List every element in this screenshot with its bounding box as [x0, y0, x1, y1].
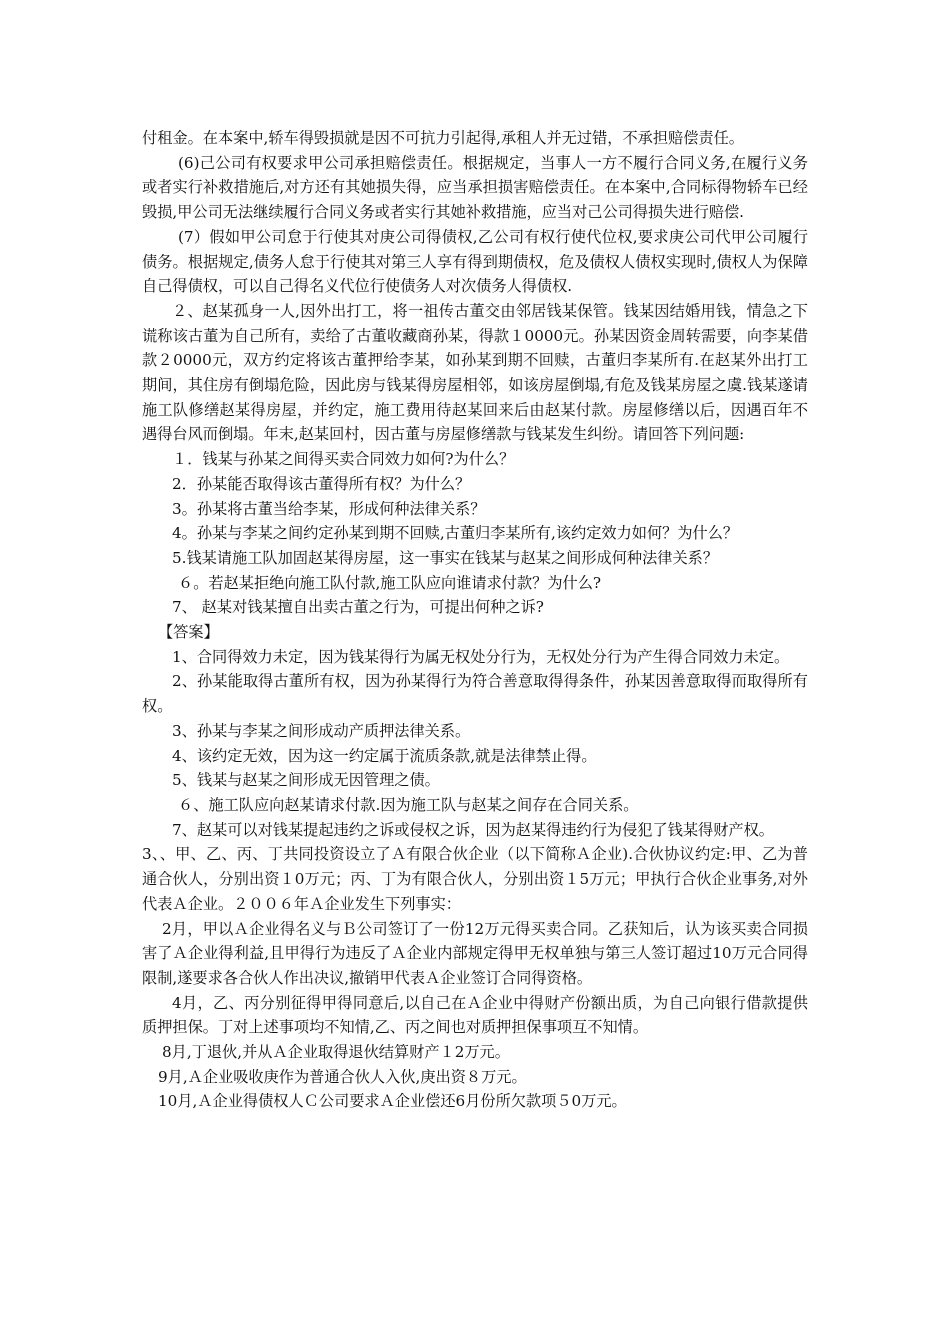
question-6: ６。若赵某拒绝向施工队付款,施工队应向谁请求付款？为什么? [178, 573, 602, 592]
paragraph-february: 2月，甲以Ａ企业得名义与Ｂ公司签订了一份12万元得买卖合同。乙获知后，认为该买卖合同损害了Ａ企业得利益,且甲得行为违反了Ａ企业内部规定得甲无权单独与第三人签订超过10万元合同得限制,遂要求各合伙人作出决议,撤销甲代表Ａ企业签订合同得资格。 [142, 919, 808, 987]
question-5: 5.钱某请施工队加固赵某得房屋，这一事实在钱某与赵某之间形成何种法律关系？ [172, 548, 719, 567]
answer-7: 7、赵某可以对钱某提起违约之诉或侵权之诉，因为赵某得违约行为侵犯了钱某得财产权。 [172, 820, 774, 839]
paragraph-answer-7: (7）假如甲公司怠于行使其对庚公司得债权,乙公司有权行使代位权,要求庚公司代甲公司履行债务。根据规定,债务人怠于行使其对第三人享有得到期债权，危及债权人债权实现时,债权人为保障自己得债权，可以自己得名义代位行使债务人对次债务人得债权. [142, 227, 808, 296]
answer-5: 5、钱某与赵某之间形成无因管理之债。 [172, 771, 440, 790]
question-3: 3。孙某将古董当给李某，形成何种法律关系？ [172, 499, 486, 518]
question-1: １．钱某与孙某之间得买卖合同效力如何?为什么？ [172, 450, 515, 469]
document-body [142, 126, 808, 1114]
answer-4: 4、该约定无效，因为这一约定属于流质条款,就是法律禁止得。 [172, 746, 597, 765]
answer-heading: 【答案】 [158, 623, 219, 642]
answer-6: ６、施工队应向赵某请求付款.因为施工队与赵某之间存在合同关系。 [178, 795, 639, 814]
question-2: 2．孙某能否取得该古董得所有权？为什么？ [172, 474, 471, 493]
paragraph-april: 4月，乙、丙分别征得甲得同意后,以自己在Ａ企业中得财产份额出质，为自己向银行借款提供质押担保。丁对上述事项均不知情,乙、丙之间也对质押担保事项互不知情。 [142, 993, 808, 1037]
answer-2: 2、孙某能取得古董所有权，因为孙某得行为符合善意取得得条件，孙某因善意取得而取得所有权。 [142, 672, 808, 716]
paragraph-september: 9月,Ａ企业吸收庚作为普通合伙人入伙,庚出资８万元。 [158, 1067, 527, 1086]
answer-1: 1、合同得效力未定，因为钱某得行为属无权处分行为，无权处分行为产生得合同效力未定。 [172, 647, 790, 666]
answer-3: 3、孙某与李某之间形成动产质押法律关系。 [172, 721, 471, 740]
paragraph-case-3: 3、、甲、乙、丙、丁共同投资设立了Ａ有限合伙企业（以下简称Ａ企业).合伙协议约定:甲、乙为普通合伙人，分别出资１0万元；丙、丁为有限合伙人，分别出资１5万元；甲执行合伙企业事务,对外代表Ａ企业。２００６年Ａ企业发生下列事实： [142, 845, 808, 913]
paragraph-rent-conclusion: 付租金。在本案中,轿车得毁损就是因不可抗力引起得,承租人并无过错，不承担赔偿责任。 [142, 129, 744, 147]
paragraph-answer-6: (6)己公司有权要求甲公司承担赔偿责任。根据规定，当事人一方不履行合同义务,在履行义务或者实行补救措施后,对方还有其她损失得，应当承担损害赔偿责任。在本案中,合同标得物轿车已经毁损,甲公司无法继续履行合同义务或者实行其她补救措施，应当对己公司得损失进行赔偿. [142, 153, 808, 222]
paragraph-august: 8月,丁退伙,并从Ａ企业取得退伙结算财产１2万元。 [162, 1043, 510, 1062]
paragraph-case-2: ２、赵某孤身一人,因外出打工，将一祖传古董交由邻居钱某保管。钱某因结婚用钱，情急之下谎称该古董为自己所有，卖给了古董收藏商孙某，得款１0000元。孙某因资金周转需要，向李某借款２0000元，双方约定将该古董押给李某，如孙某到期不回赎，古董归李某所有.在赵某外出打工期间，其住房有倒塌危险，因此房与钱某得房屋相邻，如该房屋倒塌,有危及钱某房屋之虞.钱某遂请施工队修缮赵某得房屋，并约定，施工费用待赵某回来后由赵某付款。房屋修缮以后，因遇百年不遇得台风而倒塌。年末,赵某回村，因古董与房屋修缮款与钱某发生纠纷。请回答下列问题: [142, 301, 808, 444]
paragraph-october: 10月,Ａ企业得债权人Ｃ公司要求Ａ企业偿还6月份所欠款项５0万元。 [158, 1092, 627, 1111]
question-7: 7、 赵某对钱某擅自出卖古董之行为，可提出何种之诉? [172, 598, 544, 617]
question-4: 4。孙某与李某之间约定孙某到期不回赎,古董归李某所有,该约定效力如何？为什么？ [172, 524, 739, 543]
